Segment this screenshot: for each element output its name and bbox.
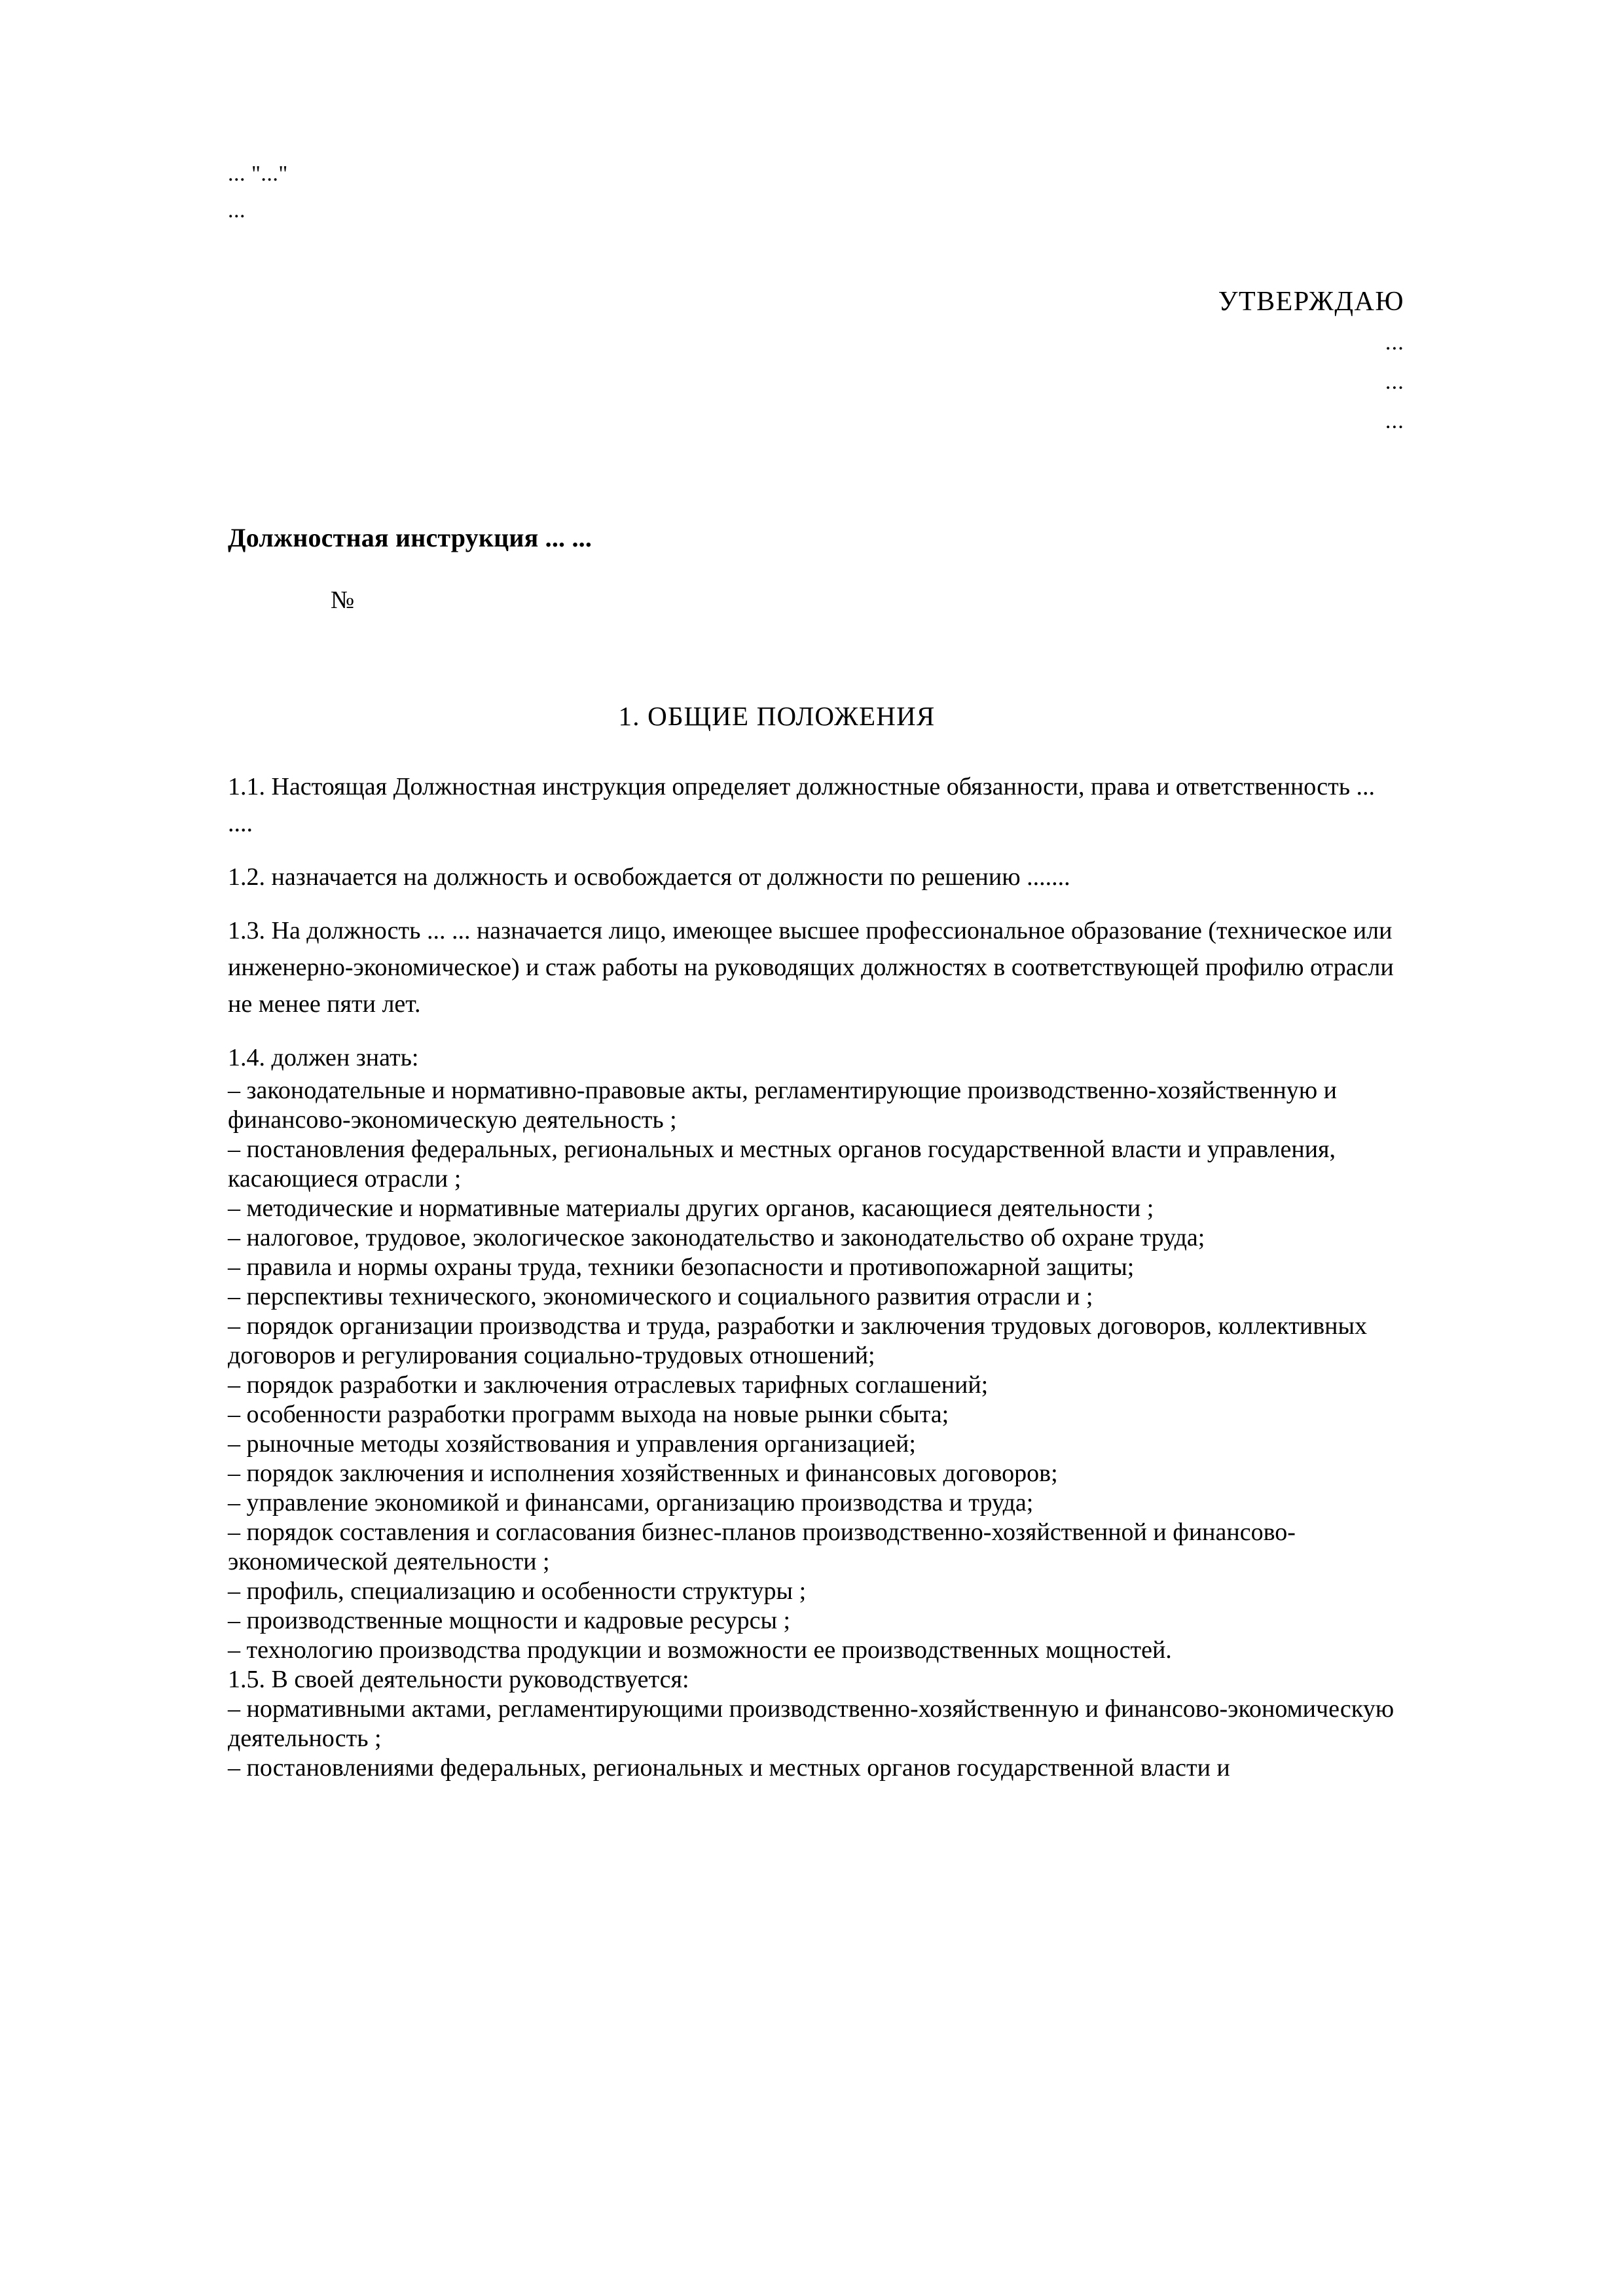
header-placeholder-line-2: ... xyxy=(228,198,246,223)
approval-placeholder-3: ... xyxy=(1385,409,1404,433)
list-item: – налоговое, трудовое, экологическое законодательство и законодательство об охране труда; xyxy=(228,1224,1205,1251)
list-item: – профиль, специализацию и особенности структуры ; xyxy=(228,1577,807,1605)
approval-placeholder-1: ... xyxy=(1385,331,1404,355)
list-item: – порядок составления и согласования бизнес-планов производственно-хозяйственной и финансово-экономической деятельности ; xyxy=(228,1518,1296,1575)
list-item: – производственные мощности и кадровые ресурсы ; xyxy=(228,1607,791,1634)
approval-placeholder-2: ... xyxy=(1385,370,1404,394)
section-heading-general-provisions: 1. ОБЩИЕ ПОЛОЖЕНИЯ xyxy=(618,701,936,731)
paragraph-1-5-intro: 1.5. В своей деятельности руководствуется: xyxy=(228,1666,689,1693)
list-item: – порядок организации производства и труда, разработки и заключения трудовых договоров, коллективных договоров и регулирования социально-трудовых отношений; xyxy=(228,1312,1368,1369)
list-item: – перспективы технического, экономического и социального развития отрасли и ; xyxy=(228,1283,1093,1310)
list-item: – методические и нормативные материалы других органов, касающиеся деятельности ; xyxy=(228,1194,1154,1222)
list-item: – постановления федеральных, региональных и местных органов государственной власти и управления, касающиеся отрасли ; xyxy=(228,1136,1336,1193)
list-item: – нормативными актами, регламентирующими производственно-хозяйственную и финансово-экономическую деятельность ; xyxy=(228,1695,1395,1752)
document-body xyxy=(228,768,1404,1783)
list-item: – особенности разработки программ выхода на новые рынки сбыта; xyxy=(228,1401,949,1428)
list-item: – законодательные и нормативно-правовые акты, регламентирующие производственно-хозяйственную и финансово-экономическую деятельность ; xyxy=(228,1077,1337,1134)
list-item: – управление экономикой и финансами, организацию производства и труда; xyxy=(228,1489,1034,1516)
header-placeholder-block xyxy=(228,0,1404,229)
document-content-column xyxy=(228,0,1404,1783)
list-item: – рыночные методы хозяйствования и управления организацией; xyxy=(228,1430,916,1458)
header-placeholder-line-1: ... "..." xyxy=(228,162,288,186)
approval-block xyxy=(228,280,1404,441)
list-item: – правила и нормы охраны труда, техники безопасности и противопожарной защиты; xyxy=(228,1253,1135,1281)
list-item: – постановлениями федеральных, региональных и местных органов государственной власти и xyxy=(228,1754,1230,1782)
document-number-label: № xyxy=(331,586,355,614)
approval-label: УТВЕРЖДАЮ xyxy=(1218,287,1404,317)
document-title: Должностная инструкция ... ... xyxy=(228,523,593,552)
paragraph-1-4-intro: 1.4. должен знать: xyxy=(228,1044,419,1071)
list-item: – порядок разработки и заключения отраслевых тарифных соглашений; xyxy=(228,1371,989,1399)
paragraph-1-2: 1.2. назначается на должность и освобождается от должности по решению ....... xyxy=(228,863,1070,891)
list-item: – порядок заключения и исполнения хозяйственных и финансовых договоров; xyxy=(228,1460,1058,1487)
paragraph-1-3: 1.3. На должность ... ... назначается лицо, имеющее высшее профессиональное образование (техническое или инженерно-экономическое) и стаж работы на руководящих должностях в соответствующей профилю отрасли не менее пяти лет. xyxy=(228,917,1394,1018)
list-item: – технологию производства продукции и возможности ее производственных мощностей. xyxy=(228,1636,1172,1664)
paragraph-1-1: 1.1. Настоящая Должностная инструкция определяет должностные обязанности, права и ответственность ... .... xyxy=(228,773,1376,837)
